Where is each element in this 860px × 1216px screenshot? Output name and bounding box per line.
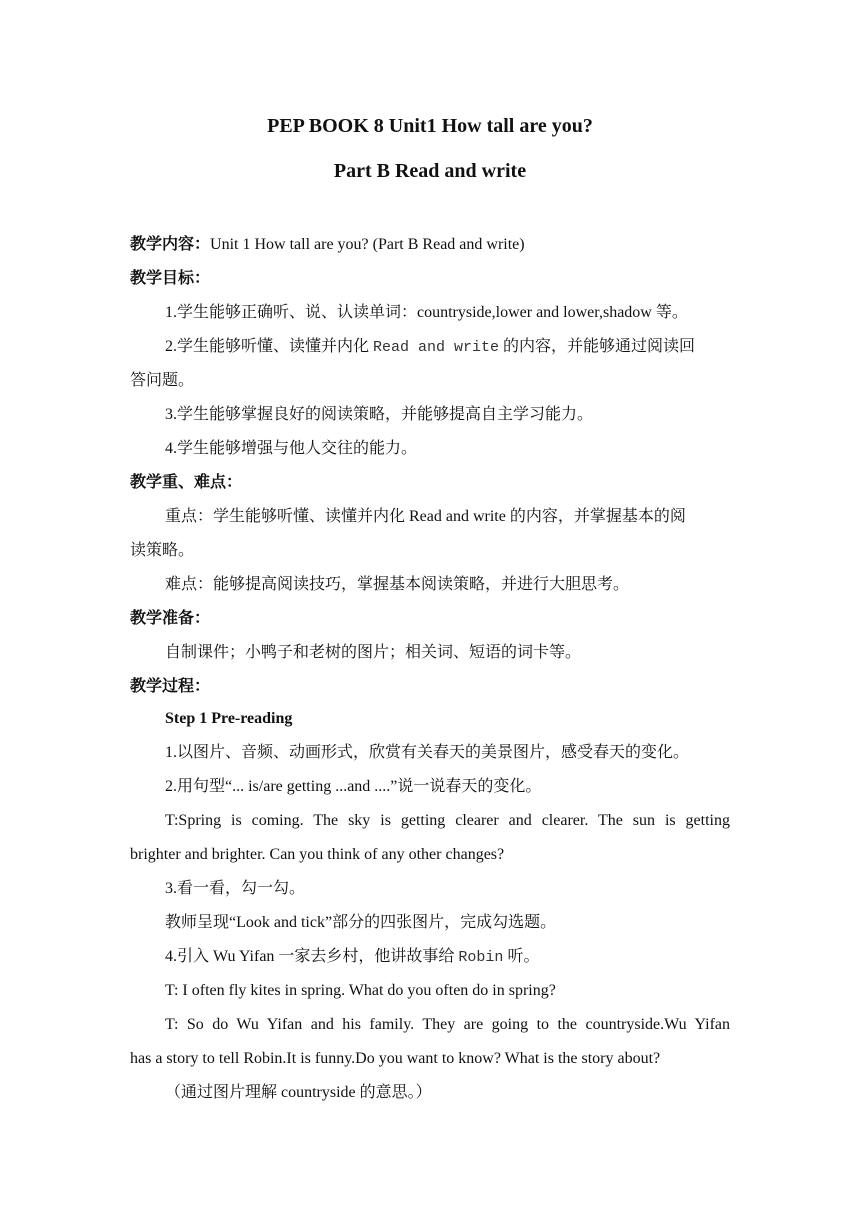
- look-and-tick-text: 教师呈现“Look and tick”部分的四张图片，完成勾选题。: [165, 914, 557, 931]
- step-1-heading: Step 1 Pre-reading: [165, 710, 293, 727]
- key-points-heading: 教学重、难点：: [130, 474, 243, 491]
- objective-2-start: 2.学生能够听懂、读懂并内化: [165, 338, 374, 355]
- teaching-content-label: 教学内容：: [130, 236, 211, 253]
- process-heading: 教学过程：: [130, 678, 211, 695]
- preparation-heading: 教学准备：: [130, 610, 211, 627]
- teaching-content-value: Unit 1 How tall are you? (Part B Read and write): [210, 236, 525, 253]
- objectives-heading: 教学目标：: [130, 270, 211, 287]
- teacher-line-spring-1: T:Spring is coming. The sky is getting clearer and clearer. The sun is getting: [165, 812, 730, 829]
- process-item-2: 2.用句型“... is/are getting ...and ....”说一说春天的变化。: [165, 778, 542, 795]
- objective-2-end: 的内容，并能够通过阅读回: [499, 338, 696, 355]
- teacher-story-line-2: has a story to tell Robin.It is funny.Do you want to know? What is the story about?: [130, 1050, 661, 1067]
- difficulty-point: 难点：能够提高阅读技巧，掌握基本阅读策略，并进行大胆思考。: [165, 576, 630, 593]
- teaching-content-line: [130, 234, 730, 256]
- countryside-note: （通过图片理解 countryside 的意思。）: [165, 1084, 432, 1101]
- teacher-story-line-1: T: So do Wu Yifan and his family. They are going to the countryside.Wu Yifan: [165, 1016, 730, 1033]
- process-item-4-end: 听。: [503, 948, 540, 965]
- key-point: 重点：学生能够听懂、读懂并内化 Read and write 的内容，并掌握基本的阅: [165, 508, 686, 525]
- objective-2: [165, 336, 730, 359]
- teacher-question-spring: T: I often fly kites in spring. What do you often do in spring?: [165, 982, 556, 999]
- objective-4: 4.学生能够增强与他人交往的能力。: [165, 440, 418, 457]
- objective-3: 3.学生能够掌握良好的阅读策略，并能够提高自主学习能力。: [165, 406, 594, 423]
- process-item-4-start: 4.引入 Wu Yifan 一家去乡村，他讲故事给: [165, 948, 459, 965]
- key-point-wrap: 读策略。: [130, 542, 195, 559]
- objective-2-code: Read and write: [373, 339, 500, 356]
- document-title: PEP BOOK 8 Unit1 How tall are you?: [267, 115, 593, 137]
- process-item-3: 3.看一看，勾一勾。: [165, 880, 306, 897]
- document-subtitle: Part B Read and write: [333, 160, 527, 182]
- preparation-text: 自制课件；小鸭子和老树的图片；相关词、短语的词卡等。: [165, 644, 582, 661]
- objective-2-wrap: 答问题。: [130, 372, 195, 389]
- teacher-line-spring-2: brighter and brighter. Can you think of any other changes?: [130, 846, 505, 863]
- objective-1: 1.学生能够正确听、说、认读单词：countryside,lower and lower,shadow 等。: [165, 304, 688, 321]
- process-item-4: [165, 946, 730, 969]
- process-item-1: 1.以图片、音频、动画形式，欣赏有关春天的美景图片，感受春天的变化。: [165, 744, 690, 761]
- robin-code: Robin: [458, 949, 504, 966]
